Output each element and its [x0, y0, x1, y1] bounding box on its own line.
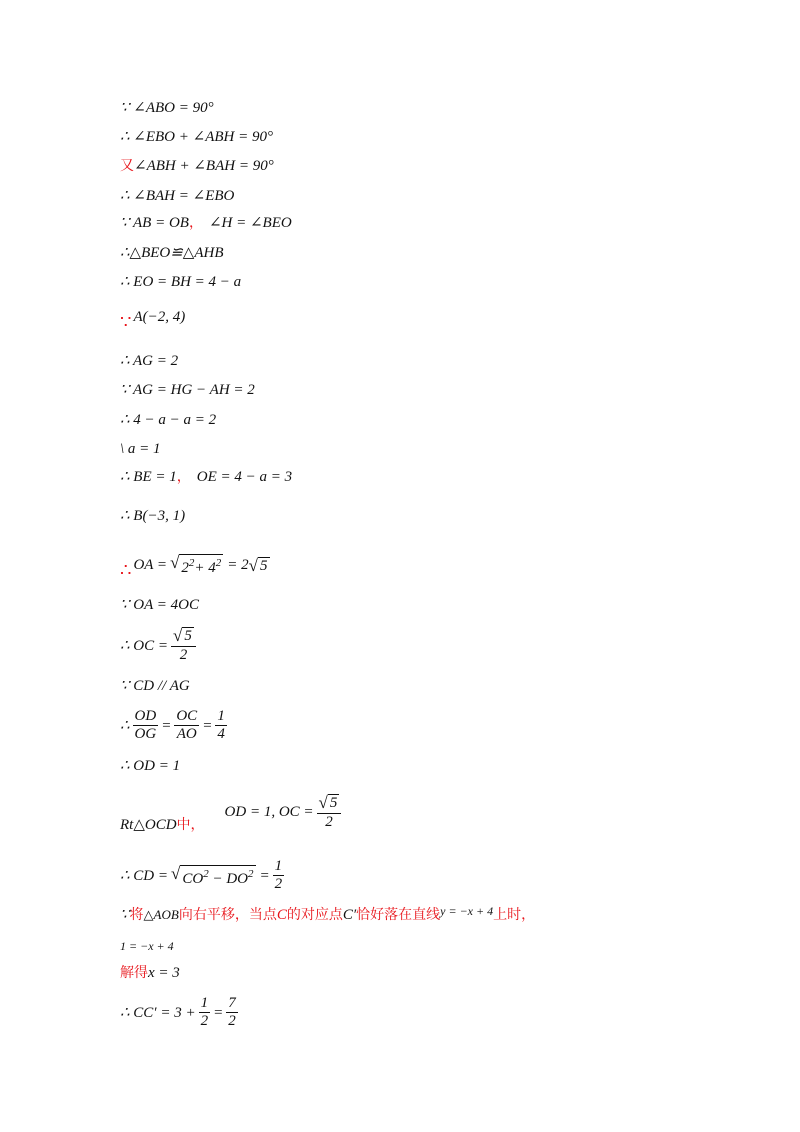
numerator: 1: [200, 995, 209, 1011]
sqrt-expression: [249, 557, 270, 574]
math-text: OA =: [133, 557, 168, 573]
red-label: 中，: [176, 817, 205, 833]
denominator: 2: [274, 876, 283, 892]
exponent: 2: [188, 557, 195, 569]
numerator: 7: [228, 995, 236, 1011]
math-text: ∵ ∠ABO = 90°: [120, 100, 214, 116]
math-text: ∴ ∠EBO + ∠ABH = 90°: [120, 129, 273, 145]
radicand: 5: [329, 794, 338, 811]
numerator: 1: [217, 708, 225, 724]
fraction: [199, 995, 211, 1030]
denominator: 4: [217, 726, 225, 742]
denominator: 2: [228, 1013, 236, 1029]
step-point-b: [120, 507, 185, 525]
math-text: ∵ CD // AG: [120, 678, 190, 694]
numerator: OD: [134, 708, 157, 724]
math-text: x = 3: [148, 965, 180, 981]
math-text: ∴ AG = 2: [120, 353, 179, 369]
radicand: [180, 865, 255, 887]
red-comma: ，: [188, 215, 203, 231]
math-text: ∴ BE = 1: [120, 469, 177, 485]
math-text: ∠H = ∠BEO: [208, 215, 292, 231]
because-symbol: ∵: [120, 312, 132, 332]
term: CO: [182, 870, 204, 887]
red-math: C: [276, 907, 287, 923]
radical-sign: √: [170, 553, 180, 572]
math-text: ∴ CC′ = 3 +: [120, 1004, 196, 1021]
red-text: 向右平移，当点: [178, 907, 277, 923]
step-equation: [120, 411, 216, 429]
fraction: [317, 794, 342, 831]
denominator: OG: [134, 726, 157, 742]
radical-sign: √: [171, 863, 181, 883]
therefore-symbol: ∴: [120, 560, 132, 580]
step-ag: [120, 352, 178, 370]
step-od-value: [120, 757, 180, 775]
sqrt-expression: [170, 554, 223, 576]
numerator: [171, 627, 196, 647]
step-a-value: [120, 440, 161, 458]
radical-sign: √: [173, 626, 183, 645]
math-text: ∵ AB = OB: [120, 215, 189, 231]
sqrt-expression: [171, 865, 255, 887]
math-text: ∴ 4 − a − a = 2: [120, 412, 217, 428]
step-substitute: [120, 937, 174, 955]
radicand: 5: [184, 628, 192, 644]
math-text: ∴ EO = BH = 4 − a: [120, 274, 242, 290]
math-text: ∴ ∠BAH = ∠EBO: [120, 188, 235, 204]
step-congruent: [120, 244, 224, 262]
step-oc-value: [120, 627, 199, 664]
step-translation: [120, 906, 535, 924]
step-oa-length: [120, 551, 270, 579]
because-symbol: ∵: [120, 907, 130, 923]
denominator: 2: [200, 1013, 209, 1029]
math-text: △AOB: [143, 907, 179, 922]
numerator: 1: [274, 858, 283, 874]
fraction: [174, 708, 199, 743]
fraction: [133, 708, 159, 743]
numerator: [317, 794, 342, 814]
math-text: ∴ B(−3, 1): [120, 508, 186, 524]
red-text: 解得: [120, 965, 148, 981]
math-text: C′: [342, 907, 357, 923]
math-text: Rt△OCD: [120, 817, 177, 833]
step-angle-sum-abh: [120, 157, 274, 175]
math-text: OD = 1, OC =: [224, 804, 314, 820]
math-text: ∵ OA = 4OC: [120, 597, 199, 613]
step-solve: [120, 964, 180, 982]
math-text: \ a = 1: [120, 441, 161, 457]
plus-term: + 4: [194, 560, 216, 576]
step-point-a: [120, 303, 185, 331]
math-text: ∵ AG = HG − AH = 2: [120, 382, 255, 398]
math-text: ∴ CD =: [120, 867, 169, 884]
sqrt-expression: [319, 794, 340, 811]
math-text: ∴: [120, 717, 130, 734]
fraction: [215, 708, 227, 743]
red-text: 上时，: [493, 907, 536, 923]
math-text: ∴ OD = 1: [120, 758, 181, 774]
exponent: 2: [203, 867, 209, 880]
fraction: [226, 995, 238, 1030]
sqrt-expression: [173, 627, 194, 644]
step-angle-bah: [120, 187, 234, 205]
fraction: [171, 627, 196, 664]
math-text: = 2: [227, 557, 249, 573]
radicand: [179, 554, 223, 576]
step-ag-hg-ah: [120, 381, 255, 399]
step-oa-4oc: [120, 596, 199, 614]
math-text: ∠ABH + ∠BAH = 90°: [134, 158, 274, 174]
red-text: 恰好落在直线: [356, 907, 441, 923]
step-angle-sum-ebo: [120, 128, 273, 146]
step-eo-bh: [120, 273, 241, 291]
denominator: 2: [179, 647, 188, 663]
red-comma: ，: [176, 469, 191, 485]
red-text: 的对应点: [286, 907, 343, 923]
step-cc-length: [120, 995, 241, 1030]
denominator: 2: [325, 813, 333, 830]
equals-sign: =: [202, 717, 213, 734]
math-text: 1 = −x + 4: [120, 939, 174, 953]
radical-sign: √: [318, 792, 328, 812]
exponent: 2: [248, 867, 254, 880]
radicand: 5: [260, 557, 268, 574]
exponent: 2: [215, 557, 222, 569]
math-text: y = −x + 4: [440, 904, 494, 918]
step-rt-triangle: [120, 790, 344, 834]
step-angle-abo: [120, 99, 214, 117]
equals-sign: =: [213, 1004, 224, 1021]
step-ab-eq-ob: [120, 214, 292, 232]
numerator: OC: [176, 708, 198, 724]
denominator: AO: [176, 726, 197, 742]
step-cd-parallel: [120, 677, 190, 695]
base: 2: [181, 560, 189, 576]
step-ratio: [120, 708, 230, 743]
math-text: OE = 4 − a = 3: [196, 469, 293, 485]
equals-sign: =: [259, 867, 270, 884]
red-label: 又: [120, 158, 134, 174]
step-be-oe: [120, 468, 292, 486]
radical-sign: √: [248, 555, 258, 575]
fraction: [273, 858, 285, 893]
step-cd-length: [120, 858, 287, 893]
math-text: A(−2, 4): [133, 309, 186, 325]
red-text: 将: [129, 907, 144, 923]
math-text: ∴△BEO≌△AHB: [120, 245, 224, 261]
math-text: ∴ OC =: [120, 637, 169, 654]
term: − DO: [208, 870, 248, 887]
equals-sign: =: [161, 717, 172, 734]
